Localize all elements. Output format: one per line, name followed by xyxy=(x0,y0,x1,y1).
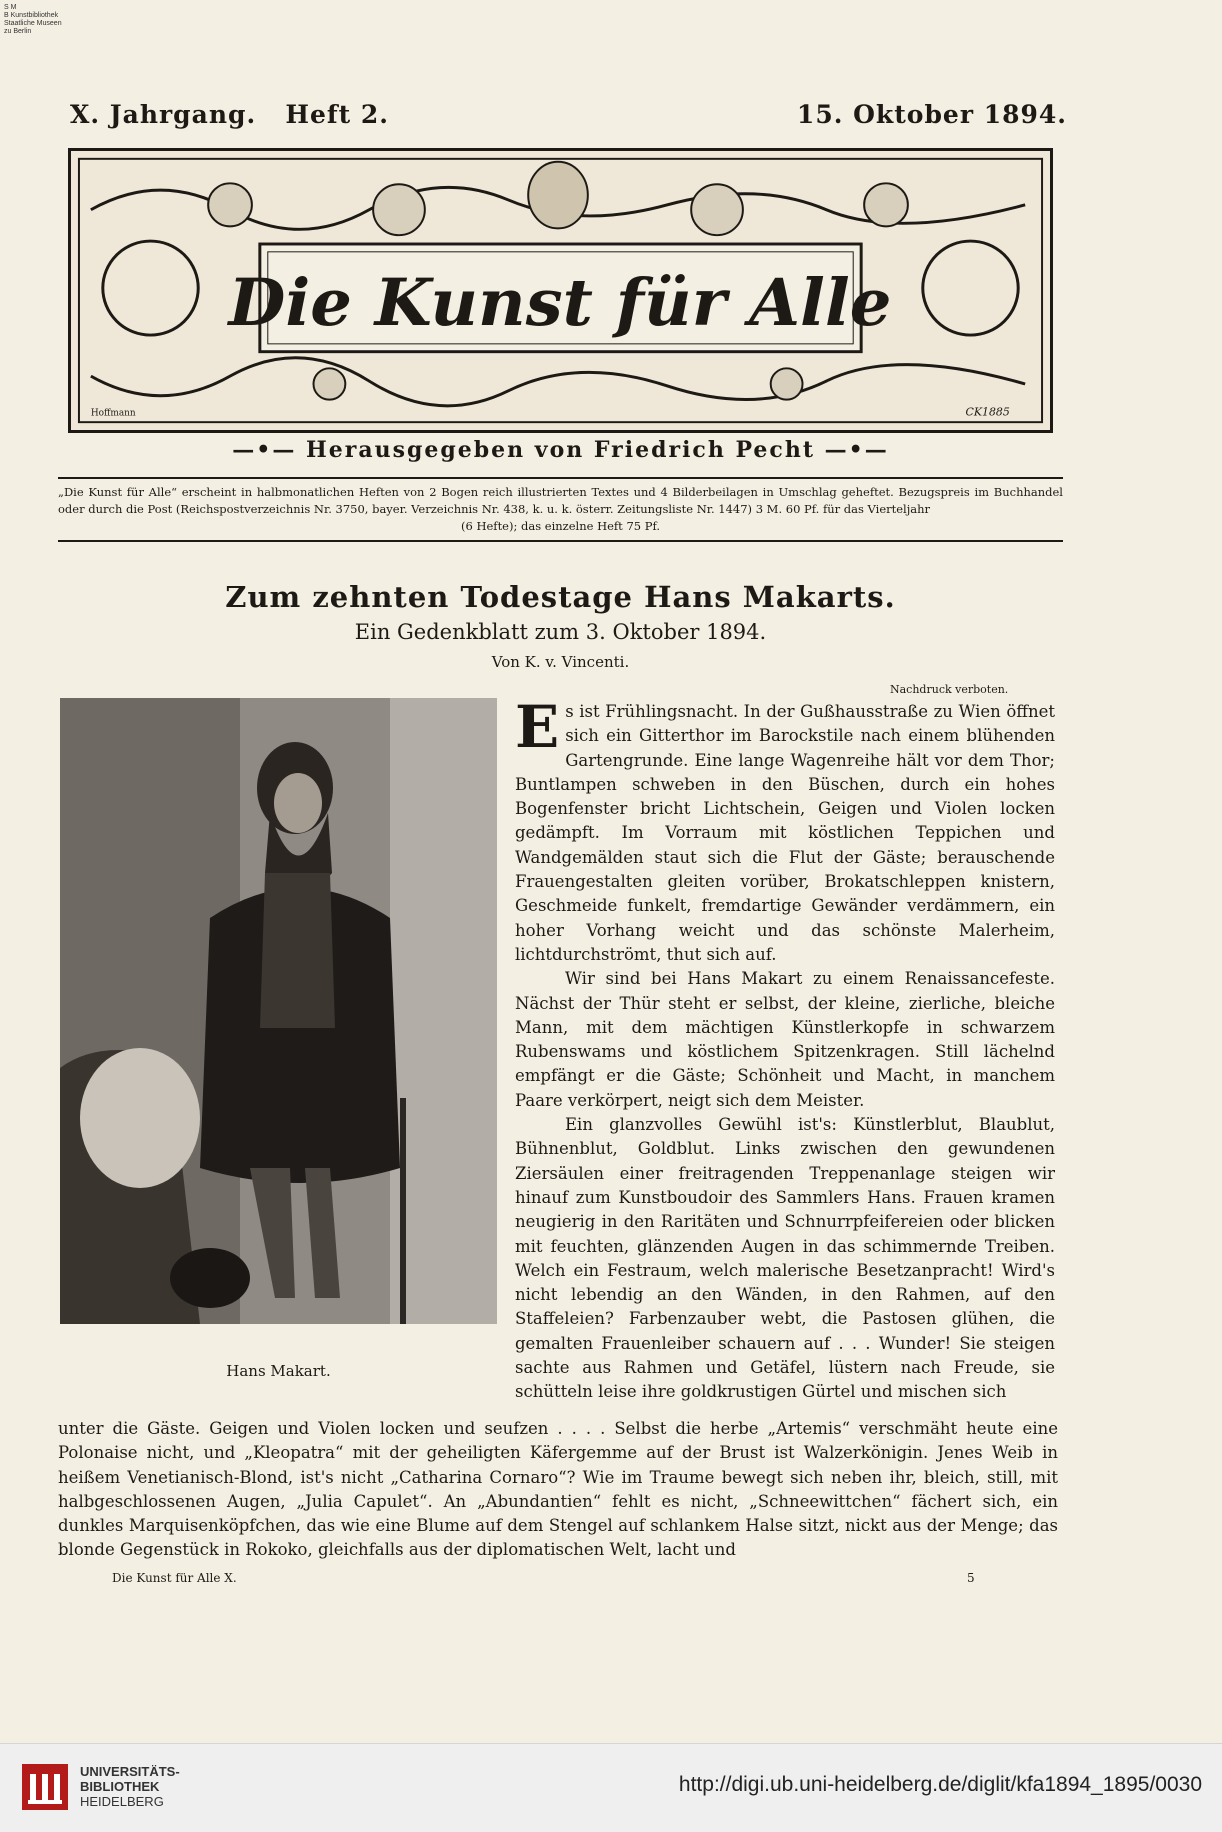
masthead-title: Die Kunst für Alle xyxy=(228,265,892,342)
library-line-3: HEIDELBERG xyxy=(80,1794,164,1809)
library-line-1: UNIVERSITÄTS- xyxy=(80,1764,180,1779)
article-author: Von K. v. Vincenti. xyxy=(491,653,630,671)
stamp-line: B Kunstbibliothek xyxy=(4,12,59,19)
paragraph-1 xyxy=(515,693,1055,967)
copyright-notice: Nachdruck verboten. xyxy=(890,683,1009,696)
article-title: Zum zehnten Todestage Hans Makarts. xyxy=(225,580,896,614)
stamp-line: Staatliche Museen xyxy=(4,20,62,27)
issue-label: Heft 2. xyxy=(285,100,389,129)
library-stamp xyxy=(4,4,62,36)
paragraph-3: Ein glanzvolles Gewühl ist's: Künstlerblut, Blaublut, Bühnenblut, Goldblut. Links zwischen den gewundenen Ziersäulen einer freitragenden Treppenanlage steigen wir hinauf zum Kunstboudoir des Sammlers Hans. Frauen kramen neugierig in den Raritäten und Schnurrpfeifereien oder blicken mit feuchten, glänzenden Augen in das schimmernde Treiben. Welch ein Festraum, welch malerische Besetzanpracht! Wird's nicht lebendig an den Wänden, in den Rahmen, auf den Staffeleien? Farbenzauber webt, die Pastosen glühen, die gemalten Frauenleiber schauern auf . . . Wunder! Sie steigen sachte aus Rahmen und Getäfel, lüstern nach Freude, sie schütteln leise ihre goldkrustigen Gürtel und mischen sich xyxy=(515,1115,1055,1402)
page-number: 5 xyxy=(967,1571,975,1585)
article-continuation xyxy=(58,1417,1058,1563)
volume-label: X. Jahrgang. xyxy=(70,100,257,129)
portrait-illustration xyxy=(60,698,497,1324)
library-name xyxy=(80,1764,180,1809)
stamp-line: S M xyxy=(4,4,17,11)
university-logo-icon xyxy=(22,1764,68,1810)
library-line-2: BIBLIOTHEK xyxy=(80,1779,160,1794)
issue-header xyxy=(70,100,1067,129)
subscription-note xyxy=(58,477,1063,542)
article-column xyxy=(515,693,1055,1405)
permalink[interactable]: http://digi.ub.uni-heidelberg.de/diglit/kfa1894_1895/0030 xyxy=(678,1773,1202,1796)
stamp-line: zu Berlin xyxy=(4,28,32,35)
subscription-price: (6 Hefte); das einzelne Heft 75 Pf. xyxy=(461,519,660,533)
footer-journal: Die Kunst für Alle X. xyxy=(112,1571,237,1585)
portrait-photo xyxy=(60,698,497,1324)
portrait-caption: Hans Makart. xyxy=(226,1362,331,1380)
paragraph-2: Wir sind bei Hans Makart zu einem Renaissancefeste. Nächst der Thür steht er selbst, der kleine, zierliche, bleiche Mann, mit dem mächtigen Künstlerkopfe in schwarzem Rubenswams und köstlichem Spitzenkragen. Still lächelnd empfängt er die Gäste; Schönheit und Macht, in manchem Paare verkörpert, neigt sich dem Meister. xyxy=(515,969,1055,1110)
paragraph-4: unter die Gäste. Geigen und Violen locken und seufzen . . . . Selbst die herbe „Artemis“ verschmäht heute eine Polonaise nicht, und „Kleopatra“ mit der geheiligten Käfergemme auf der Brust ist Walzerkönigin. Jenes Weib in heißem Venetianisch-Blond, ist's nicht „Catharina Cornaro“? Wie im Traume bewegt sich neben ihr, bleich, still, mit halbgeschlossenen Augen, „Julia Capulet“. An „Abundantien“ fehlt es nicht, „Schneewittchen“ fächert sich, ein dunkles Marquisenköpfchen, das wie eine Blume auf dem Stengel auf schlankem Halse sitzt, nickt aus der Menge; das blonde Gegenstück in Rokoko, gleichfalls aus der diplomatischen Welt, lacht und xyxy=(58,1419,1058,1560)
issue-date: 15. Oktober 1894. xyxy=(796,100,1067,129)
subscription-text: „Die Kunst für Alle“ erscheint in halbmonatlichen Heften von 2 Bogen reich illustrierten Textes und 4 Bilderbeilagen in Umschlag geheftet. Bezugspreis im Buchhandel oder durch die Post (Reichspostverzeichnis Nr. 3750, bayer. Verzeichnis Nr. 438, k. u. k. österr. Zeitungsliste Nr. 1447) 3 M. 60 Pf. für das Vierteljahr xyxy=(58,485,1063,516)
article-subtitle: Ein Gedenkblatt zum 3. Oktober 1894. xyxy=(354,620,767,644)
editor-line: —•— Herausgegeben von Friedrich Pecht —•— xyxy=(232,437,889,463)
drop-cap: E xyxy=(515,693,560,761)
masthead-ornament xyxy=(68,148,1053,433)
ornament-illustration xyxy=(71,151,1050,430)
artist-signature: CK1885 xyxy=(965,405,1010,419)
library-bar xyxy=(0,1743,1222,1832)
paragraph-1-text: s ist Frühlingsnacht. In der Gußhausstraße zu Wien öffnet sich ein Gitterthor im Barockstile nach einem blühenden Gartengrunde. Eine lange Wagenreihe hält vor dem Thor; Buntlampen schweben in den Büschen, durch ein hohes Bogenfenster bricht Lichtschein, Geigen und Violen locken gedämpft. Im Vorraum mit köstlichen Teppichen und Wandgemälden staut sich die Flut der Gäste; berauschende Frauengestalten gleiten vorüber, Brokatschleppen knistern, Geschmeide funkelt, fremdartige Gewänder verdämmern, ein hoher Vorhang weicht und das schönste Malerheim, lichtdurchströmt, thut sich auf. xyxy=(515,702,1055,964)
engraver-signature: Hoffmann xyxy=(90,408,136,419)
